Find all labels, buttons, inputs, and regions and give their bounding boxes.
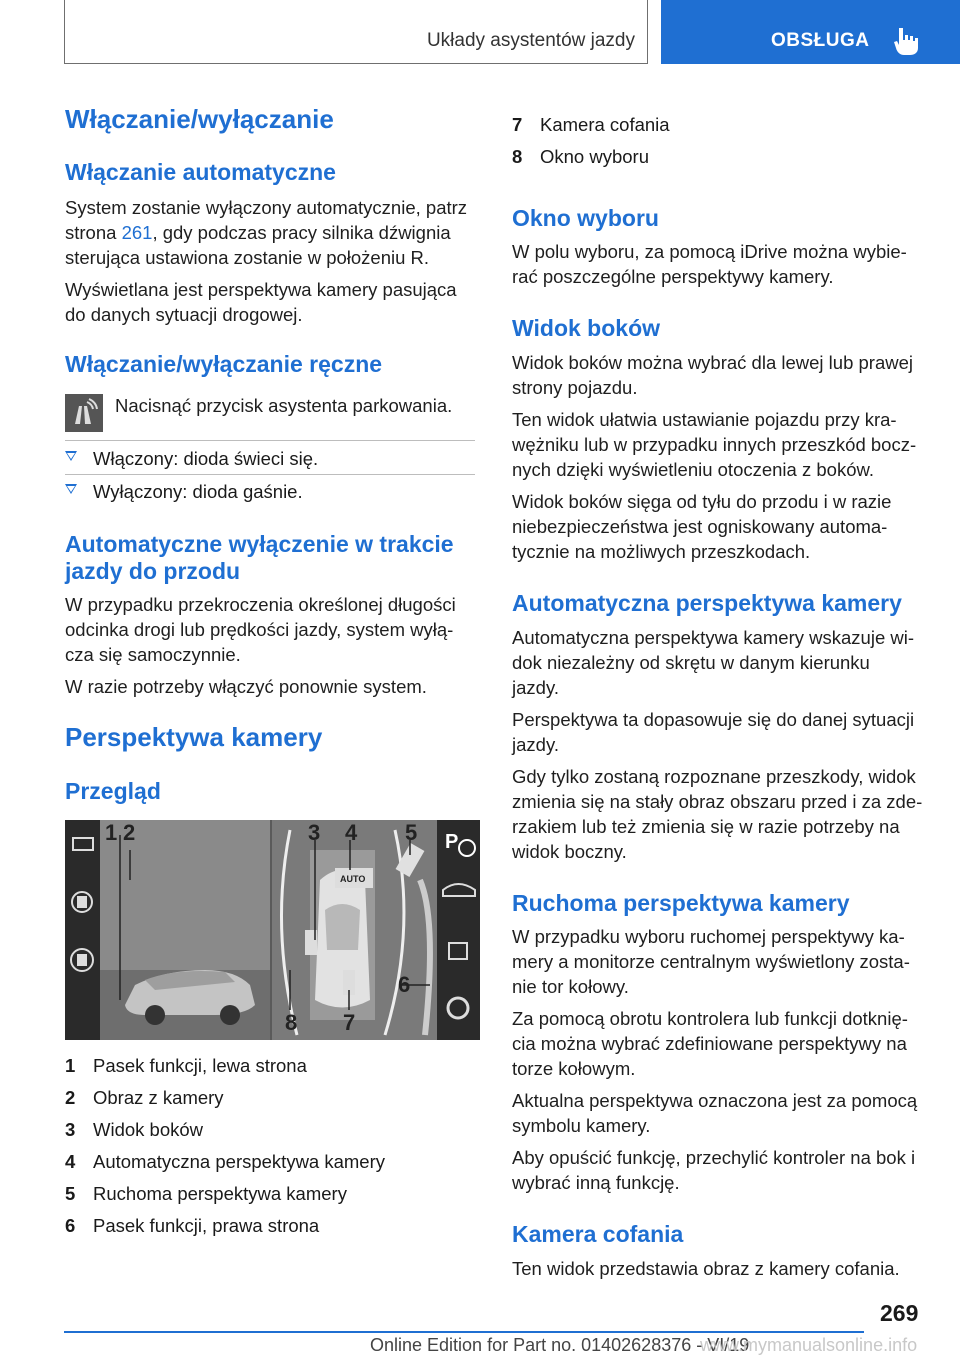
chapter-title: Układy asystentów jazdy <box>426 30 635 51</box>
figure-label-6: 6 <box>398 972 411 997</box>
heading-auto-off-a: Automatyczne wyłączenie w trakcie <box>65 531 454 557</box>
heading-select-window: Okno wyboru <box>512 205 659 231</box>
auto-badge: AUTO <box>340 874 366 884</box>
paragraph-ap-3a: Gdy tylko zostaną rozpoznane przeszkody, widok <box>512 766 916 787</box>
header-box <box>64 0 648 64</box>
legend-text: Pasek funkcji, lewa strona <box>93 1055 307 1076</box>
paragraph-mv-2a: Za pomocą obrotu kontrolera lub funkcji dotknię‐ <box>512 1008 908 1029</box>
paragraph-side-2a: Ten widok ułatwia ustawianie pojazdu przy kra‐ <box>512 409 897 430</box>
legend-number: 5 <box>65 1183 76 1204</box>
legend-text: Kamera cofania <box>540 114 670 135</box>
paragraph-auto-2b: do danych sytuacji drogowej. <box>65 304 303 325</box>
figure-label-2: 2 <box>123 820 136 845</box>
page-link[interactable]: 261 <box>121 222 153 243</box>
triangle-inner <box>67 486 75 492</box>
heading-auto-perspective: Automatyczna perspektywa kamery <box>512 590 902 616</box>
paragraph-auto-1b <box>65 220 451 245</box>
bullet-text: Włączony: dioda świeci się. <box>93 448 319 469</box>
heading-manual: Włączanie/wyłączanie ręczne <box>65 351 383 377</box>
paragraph-ap-3c: rzakiem lub też zmienia się w razie potrzeby na <box>512 816 900 837</box>
paragraph-mv-1a: W przypadku wyboru ruchomej perspektywy ka‐ <box>512 926 905 947</box>
paragraph-mv-2b: cia można wybrać zdefiniowane perspektywy na <box>512 1033 907 1054</box>
paragraph-ap-1a: Automatyczna perspektywa kamery wskazuje wi‐ <box>512 627 915 648</box>
paragraph-ap-1c: jazdy. <box>512 677 559 698</box>
paragraph-mv-1c: nie tor kołowy. <box>512 976 629 997</box>
paragraph-off-2: W razie potrzeby włączyć ponownie system. <box>65 676 427 697</box>
heading-auto-off-b: jazdy do przodu <box>65 558 241 584</box>
legend-text: Automatyczna perspektywa kamery <box>93 1151 386 1172</box>
legend-text: Widok boków <box>93 1119 204 1140</box>
figure-label-3: 3 <box>308 820 321 845</box>
paragraph-mv-3b: symbolu kamery. <box>512 1115 651 1136</box>
heading-auto-on: Włączanie automatyczne <box>65 159 336 185</box>
paragraph-mv-3a: Aktualna perspektywa oznaczona jest za pomocą <box>512 1090 918 1111</box>
heading-rear-camera: Kamera cofania <box>512 1221 684 1247</box>
text-fragment: strona <box>65 222 122 243</box>
triangle-inner <box>67 453 75 459</box>
legend-number: 2 <box>65 1087 76 1108</box>
separator <box>65 440 475 441</box>
paragraph-side-2b: wężniku lub w przypadku innych przeszkód bocz‐ <box>512 434 917 455</box>
figure-label-1: 1 <box>105 820 118 845</box>
section-tab[interactable] <box>661 0 960 64</box>
paragraph-side-3b: niebezpieczeństwa jest ogniskowany automa‐ <box>512 516 888 537</box>
paragraph-off-1a: W przypadku przekroczenia określonej długości <box>65 594 456 615</box>
figure-label-4: 4 <box>345 820 358 845</box>
paragraph-select-a: W polu wyboru, za pomocą iDrive można wybie‐ <box>512 241 907 262</box>
bullet-text: Wyłączony: dioda gaśnie. <box>93 481 303 502</box>
paragraph-auto-2a: Wyświetlana jest perspektywa kamery pasująca <box>65 279 457 300</box>
paragraph-manual: Nacisnąć przycisk asystenta parkowania. <box>115 395 453 416</box>
heading-perspective: Perspektywa kamery <box>65 722 323 752</box>
watermark: www.mymanualsonline.info <box>700 1335 918 1355</box>
legend-text: Obraz z kamery <box>93 1087 224 1108</box>
paragraph-ap-3d: widok boczny. <box>512 841 627 862</box>
legend-text: Ruchoma perspektywa kamery <box>93 1183 347 1204</box>
paragraph-side-2c: nych dzięki wyświetleniu otoczenia z boków. <box>512 459 874 480</box>
parking-assist-button-icon <box>65 394 103 432</box>
heading-side-view: Widok boków <box>512 315 661 341</box>
paragraph-side-3c: tycznie na możliwych przeszkodach. <box>512 541 811 562</box>
page-number: 269 <box>880 1300 919 1326</box>
heading-on-off: Włączanie/wyłączanie <box>65 104 334 134</box>
paragraph-mv-4a: Aby opuścić funkcję, przechylić kontroler na bok i <box>512 1147 916 1168</box>
paragraph-off-1b: odcinka drogi lub prędkości jazdy, system wyłą‐ <box>65 619 454 640</box>
legend-text: Okno wyboru <box>540 146 649 167</box>
legend-number: 3 <box>65 1119 76 1140</box>
footer-rule <box>64 1331 864 1333</box>
legend-number: 6 <box>65 1215 76 1236</box>
figure-label-7: 7 <box>343 1010 356 1035</box>
text-fragment: , gdy podczas pracy silnika dźwignia <box>152 222 451 243</box>
paragraph-ap-1b: dok niezależny od skrętu w danym kierunku <box>512 652 870 673</box>
figure-label-8: 8 <box>285 1010 298 1035</box>
paragraph-auto-1c: sterująca ustawiona zostanie w położeniu R. <box>65 247 430 268</box>
paragraph-off-1c: cza się samoczynnie. <box>65 644 241 665</box>
paragraph-side-1b: strony pojazdu. <box>512 377 638 398</box>
paragraph-ap-3b: zmienia się na stały obraz obszaru przed i za zde‐ <box>512 791 923 812</box>
heading-moving-perspective: Ruchoma perspektywa kamery <box>512 890 850 916</box>
paragraph-mv-4b: wybrać inną funkcję. <box>512 1172 680 1193</box>
paragraph-side-3a: Widok boków sięga od tyłu do przodu i w razie <box>512 491 892 512</box>
paragraph-mv-2c: torze kołowym. <box>512 1058 636 1079</box>
paragraph-select-b: rać poszczególne perspektywy kamery. <box>512 266 834 287</box>
paragraph-rear: Ten widok przedstawia obraz z kamery cofania. <box>512 1258 900 1279</box>
heading-overview: Przegląd <box>65 778 161 804</box>
figure-label-5: 5 <box>405 820 418 845</box>
paragraph-side-1a: Widok boków można wybrać dla lewej lub prawej <box>512 352 914 373</box>
section-label: OBSŁUGA <box>771 30 870 51</box>
legend-number: 4 <box>65 1151 76 1172</box>
legend-number: 8 <box>512 146 523 167</box>
paragraph-ap-2a: Perspektywa ta dopasowuje się do danej sytuacji <box>512 709 915 730</box>
paragraph-mv-1b: mery a monitorze centralnym wyświetlony zosta‐ <box>512 951 910 972</box>
legend-number: 1 <box>65 1055 76 1076</box>
paragraph-auto-1a: System zostanie wyłączony automatycznie, patrz <box>65 197 468 218</box>
hand-pointer-icon <box>893 26 919 56</box>
paragraph-ap-2b: jazdy. <box>512 734 559 755</box>
legend-number: 7 <box>512 114 523 135</box>
svg-text:P: P <box>445 831 459 853</box>
legend-text: Pasek funkcji, prawa strona <box>93 1215 320 1236</box>
camera-view-figure <box>65 820 480 1040</box>
separator <box>65 474 475 475</box>
edition-note: Online Edition for Part no. 01402628376 - VI/19 <box>370 1335 750 1355</box>
